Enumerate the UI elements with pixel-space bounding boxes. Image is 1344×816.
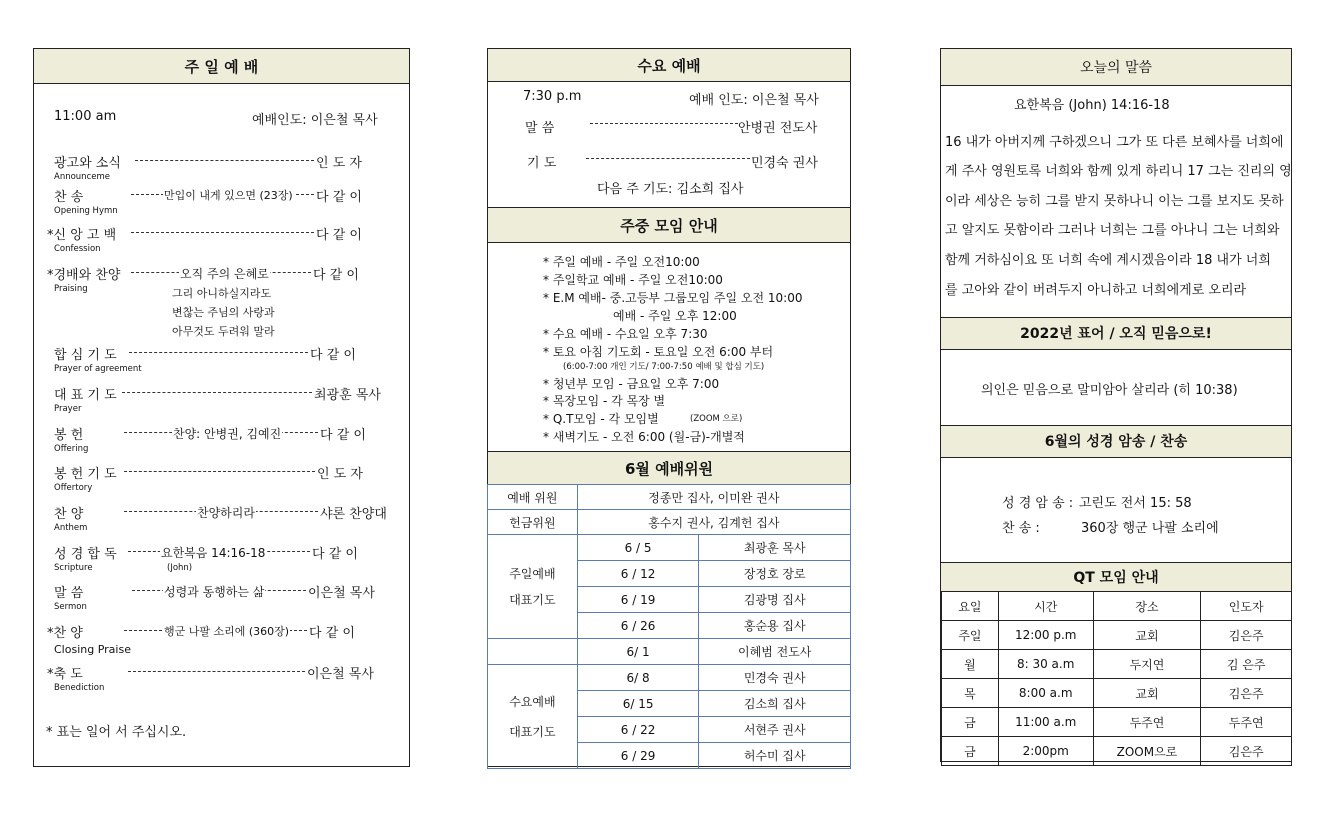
qt-table (941, 591, 1292, 766)
scripture-line: 고 알지도 못함이라 그러나 너희는 그를 아나니 그는 너희와 (945, 223, 1280, 238)
worship-item-content: 성령과 동행하는 삶 (164, 585, 265, 599)
qt-header-row (942, 592, 1292, 621)
worship-item-person: 다 같 이 (309, 626, 355, 641)
table-row-name: 이혜범 전도사 (699, 639, 851, 665)
table-row-name: 홍순용 집사 (699, 613, 851, 639)
qt-cell: ZOOM으로 (1093, 737, 1201, 766)
leader-dots (590, 123, 738, 124)
table-row-name: 민경숙 권사 (699, 665, 851, 691)
leader-dots (128, 671, 305, 672)
sunday-prayer-label-1: 주일예배 (509, 566, 556, 581)
table-row-date: 6 / 12 (577, 561, 699, 587)
table-row-date: 6/ 1 (577, 639, 699, 665)
bullet-icon: * (543, 327, 553, 341)
wednesday-sermon-person: 안병권 전도사 (738, 121, 818, 136)
worship-item-person: 인 도 자 (317, 467, 363, 482)
worship-item-english: Praising (54, 284, 88, 294)
scripture-line: 를 고아와 같이 버려두지 아니하고 너희에게로 오리라 (945, 283, 1247, 298)
worship-item-content: 요한복음 14:16-18 (161, 546, 266, 560)
worship-item-name: 대 표 기 도 (54, 388, 117, 403)
empty-cell (488, 639, 578, 665)
worship-item-name: 말 씀 (54, 586, 84, 601)
worship-item-content: 찬양하리라 (197, 506, 255, 520)
worship-item-person: 다 같 이 (310, 348, 356, 363)
worship-item-name: *신 앙 고 백 (47, 228, 117, 243)
qt-cell: 두지연 (1093, 650, 1201, 679)
sunday-prayer-label (488, 535, 578, 639)
wednesday-time: 7:30 p.m (523, 89, 582, 104)
worship-item-person: 다 같 이 (316, 190, 362, 205)
table-row-name: 서현주 권사 (699, 717, 851, 743)
table-row-date: 6 / 29 (577, 743, 699, 769)
worship-item-english: (John) (167, 563, 193, 573)
qt-cell: 8: 30 a.m (998, 650, 1093, 679)
weekly-meeting-text: Q.T모임 - 각 모임별 (552, 412, 659, 426)
offering-committee-label: 헌금위원 (488, 510, 578, 535)
worship-item-english: Opening Hymn (54, 206, 118, 216)
worship-item-name: 찬 양 (54, 507, 84, 522)
worship-item-name: 성 경 합 독 (54, 547, 117, 562)
leader-dots (135, 160, 314, 161)
qt-title: QT 모임 안내 (940, 562, 1292, 592)
weekly-meeting-text: 주일학교 예배 - 주일 오전10:00 (552, 273, 723, 287)
praise-line: 그리 아니하실지라도 (172, 287, 272, 300)
worship-item-name: *찬 양 (47, 626, 83, 641)
qt-cell: 교회 (1093, 621, 1201, 650)
qt-cell: 8:00 a.m (998, 679, 1093, 708)
table-row (942, 621, 1292, 650)
memory-verse-label: 성 경 암 송 : (1002, 496, 1074, 511)
worship-item-person: 다 같 이 (316, 228, 362, 243)
weekly-meeting-item (543, 375, 719, 392)
sunday-leader: 예배인도: 이은철 목사 (252, 113, 378, 128)
table-row-name: 장정호 장로 (699, 561, 851, 587)
sunday-prayer-label-2: 대표기도 (509, 592, 556, 607)
table-row-date: 6/ 15 (577, 691, 699, 717)
weekly-meeting-item (543, 392, 665, 409)
bullet-icon: * (543, 394, 553, 408)
worship-item-content: 만입이 내게 있으면 (23장) (164, 189, 293, 202)
worship-committee-label: 예배 위원 (488, 485, 578, 510)
table-row-name: 김소희 집사 (699, 691, 851, 717)
scripture-line: 16 내가 아버지께 구하겠으니 그가 또 다른 보혜사를 너희에 (945, 135, 1284, 150)
leader-dots (131, 232, 314, 233)
worship-item-english: Offertory (54, 483, 93, 493)
worship-item-english: Prayer (54, 404, 82, 414)
wednesday-leader: 예배 인도: 이은철 목사 (689, 93, 819, 108)
qt-cell: 두주연 (1201, 708, 1292, 737)
next-week-prayer: 다음 주 기도: 김소희 집사 (597, 182, 744, 197)
qt-cell: 11:00 a.m (998, 708, 1093, 737)
bullet-icon: * (543, 345, 553, 359)
scripture-line: 이라 세상은 능히 그를 받지 못하나니 이는 그를 보지도 못하 (945, 194, 1284, 209)
bullet-icon: * (543, 291, 553, 305)
weekly-meeting-item (690, 412, 742, 424)
scripture-line: 게 주사 영원토록 너희와 함께 있게 하리니 17 그는 진리의 영 (945, 164, 1292, 179)
weekly-meeting-text: (ZOOM 으로) (690, 414, 743, 424)
worship-item-person: 최광훈 목사 (314, 388, 381, 403)
praise-line: 아무것도 두려워 말라 (172, 325, 275, 338)
weekly-meeting-item (563, 360, 764, 372)
bullet-icon: * (543, 377, 553, 391)
qt-cell: 김 은주 (1201, 650, 1292, 679)
june-committee-table (487, 484, 851, 769)
qt-cell: 2:00pm (998, 737, 1093, 766)
qt-cell: 두주연 (1093, 708, 1201, 737)
wednesday-prayer-person: 민경숙 권사 (751, 156, 818, 171)
memory-title: 6월의 성경 암송 / 찬송 (940, 425, 1292, 458)
worship-item-person: 다 같 이 (320, 428, 366, 443)
worship-item-english: Confession (54, 244, 101, 254)
weekly-meeting-item (543, 428, 745, 445)
qt-cell: 금 (942, 708, 999, 737)
weekly-meeting-item (543, 271, 723, 288)
qt-cell: 교회 (1093, 679, 1201, 708)
scripture-line: 함께 거하심이요 또 너희 속에 계시겠음이라 18 내가 너희 (945, 253, 1271, 268)
worship-item-english: Scripture (54, 563, 93, 573)
table-row-name: 허수미 집사 (699, 743, 851, 769)
leader-dots (122, 392, 312, 393)
worship-item-person: 이은철 목사 (307, 667, 374, 682)
wednesday-prayer-label-2: 대표기도 (509, 724, 556, 739)
table-row-date: 6/ 8 (577, 665, 699, 691)
weekly-meeting-text: 목장모임 - 각 목장 별 (552, 394, 666, 408)
qt-cell: 김은주 (1201, 621, 1292, 650)
wednesday-prayer-label-1: 수요예배 (509, 694, 556, 709)
table-row (942, 737, 1292, 766)
standing-note: * 표는 일어 서 주십시오. (46, 725, 187, 740)
wednesday-sermon-label: 말 씀 (525, 121, 555, 136)
worship-item-name: *경배와 찬양 (47, 268, 121, 283)
today-word-reference: 요한복음 (John) 14:16-18 (1014, 98, 1170, 113)
qt-cell: 목 (942, 679, 999, 708)
worship-item-person: 이은철 목사 (308, 586, 375, 601)
worship-item-person: 샤론 찬양대 (320, 507, 387, 522)
weekly-meeting-text: 새벽기도 - 오전 6:00 (월-금)-개별적 (552, 430, 745, 444)
weekly-meeting-text: 청년부 모임 - 금요일 오후 7:00 (552, 377, 720, 391)
qt-cell: 12:00 p.m (998, 621, 1093, 650)
weekly-meeting-item (613, 307, 737, 324)
qt-header-cell: 인도자 (1201, 592, 1292, 621)
table-row-date: 6 / 26 (577, 613, 699, 639)
worship-item-name: 봉 헌 (54, 428, 84, 443)
bullet-icon: * (543, 412, 553, 426)
table-row-date: 6 / 22 (577, 717, 699, 743)
qt-cell: 김은주 (1201, 679, 1292, 708)
weekly-meeting-text: 수요 예배 - 수요일 오후 7:30 (552, 327, 708, 341)
motto-text: 의인은 믿음으로 말미암아 살리라 (히 10:38) (981, 383, 1238, 398)
praise-line: 변찮는 주님의 사랑과 (172, 306, 275, 319)
weekly-meeting-text: 주일 예배 - 주일 오전10:00 (552, 255, 700, 269)
weekly-meeting-item (543, 410, 659, 427)
weekly-meeting-text: E.M 예배- 중.고등부 그룹모임 주일 오전 10:00 (552, 291, 803, 305)
worship-item-english: Sermon (54, 602, 87, 612)
motto-title: 2022년 표어 / 오직 믿음으로! (940, 317, 1292, 350)
weekly-meetings-title: 주중 모임 안내 (487, 207, 851, 243)
bullet-icon: * (543, 255, 553, 269)
worship-item-english: Announceme (54, 172, 110, 182)
bullet-icon: * (543, 273, 553, 287)
leader-dots (124, 471, 315, 472)
worship-item-name: 광고와 소식 (54, 156, 121, 171)
worship-item-english: Offering (54, 444, 89, 454)
worship-item-name: 봉 헌 기 도 (54, 467, 117, 482)
wednesday-prayer-label: 기 도 (527, 156, 557, 171)
worship-item-name: 합 심 기 도 (54, 348, 117, 363)
worship-item-person: 다 같 이 (312, 547, 358, 562)
qt-header-cell: 시간 (998, 592, 1093, 621)
worship-item-content: 찬양: 안병권, 김예진 (173, 427, 282, 441)
table-row-name: 최광훈 목사 (699, 535, 851, 561)
worship-item-english: Closing Praise (54, 643, 131, 656)
worship-item-person: 인 도 자 (316, 156, 362, 171)
june-committee-title: 6월 예배위원 (487, 451, 851, 485)
sunday-time: 11:00 am (54, 109, 117, 124)
worship-item-content: 행군 나팔 소리에 (360장) (164, 625, 290, 638)
worship-item-name: 찬 송 (54, 190, 84, 205)
leader-dots (586, 158, 750, 159)
weekly-meeting-text: (6:00-7:00 개인 기도/ 7:00-7:50 예배 및 합심 기도) (563, 362, 765, 372)
weekly-meeting-item (543, 289, 802, 306)
memory-hymn-label: 찬 송 : (1002, 521, 1040, 536)
worship-item-content: 오직 주의 은혜로 (180, 267, 269, 281)
leader-dots (129, 352, 308, 353)
qt-header-cell: 장소 (1093, 592, 1201, 621)
worship-item-person: 다 같 이 (313, 268, 359, 283)
weekly-meeting-item (543, 325, 708, 342)
worship-item-english: Benediction (54, 683, 105, 693)
bullet-icon: * (543, 430, 553, 444)
qt-cell: 주일 (942, 621, 999, 650)
table-row (942, 708, 1292, 737)
weekly-meeting-item (543, 253, 700, 270)
table-row (942, 650, 1292, 679)
table-row-name: 김광명 집사 (699, 587, 851, 613)
offering-committee-value: 홍수지 권사, 김계헌 집사 (577, 510, 850, 535)
qt-header-cell: 요일 (942, 592, 999, 621)
sunday-service-title: 주 일 예 배 (33, 48, 410, 84)
table-row-date: 6 / 19 (577, 587, 699, 613)
wednesday-prayer-label (488, 665, 578, 769)
today-word-title: 오늘의 말씀 (940, 48, 1292, 86)
weekly-meeting-text: 예배 - 주일 오후 12:00 (613, 309, 737, 323)
worship-item-name: *축 도 (47, 667, 83, 682)
wednesday-service-title: 수요 예배 (487, 48, 851, 82)
memory-verse: 고린도 전서 15: 58 (1079, 496, 1192, 511)
worship-item-english: Anthem (54, 523, 88, 533)
qt-cell: 김은주 (1201, 737, 1292, 766)
qt-cell: 월 (942, 650, 999, 679)
worship-committee-value: 정종만 집사, 이미완 권사 (577, 485, 850, 510)
table-row-date: 6 / 5 (577, 535, 699, 561)
table-row (942, 679, 1292, 708)
weekly-meeting-text: 토요 아침 기도회 - 토요일 오전 6:00 부터 (552, 345, 774, 359)
memory-hymn: 360장 행군 나팔 소리에 (1081, 521, 1219, 536)
worship-item-english: Prayer of agreement (54, 364, 142, 374)
weekly-meeting-item (543, 343, 773, 360)
qt-cell: 금 (942, 737, 999, 766)
